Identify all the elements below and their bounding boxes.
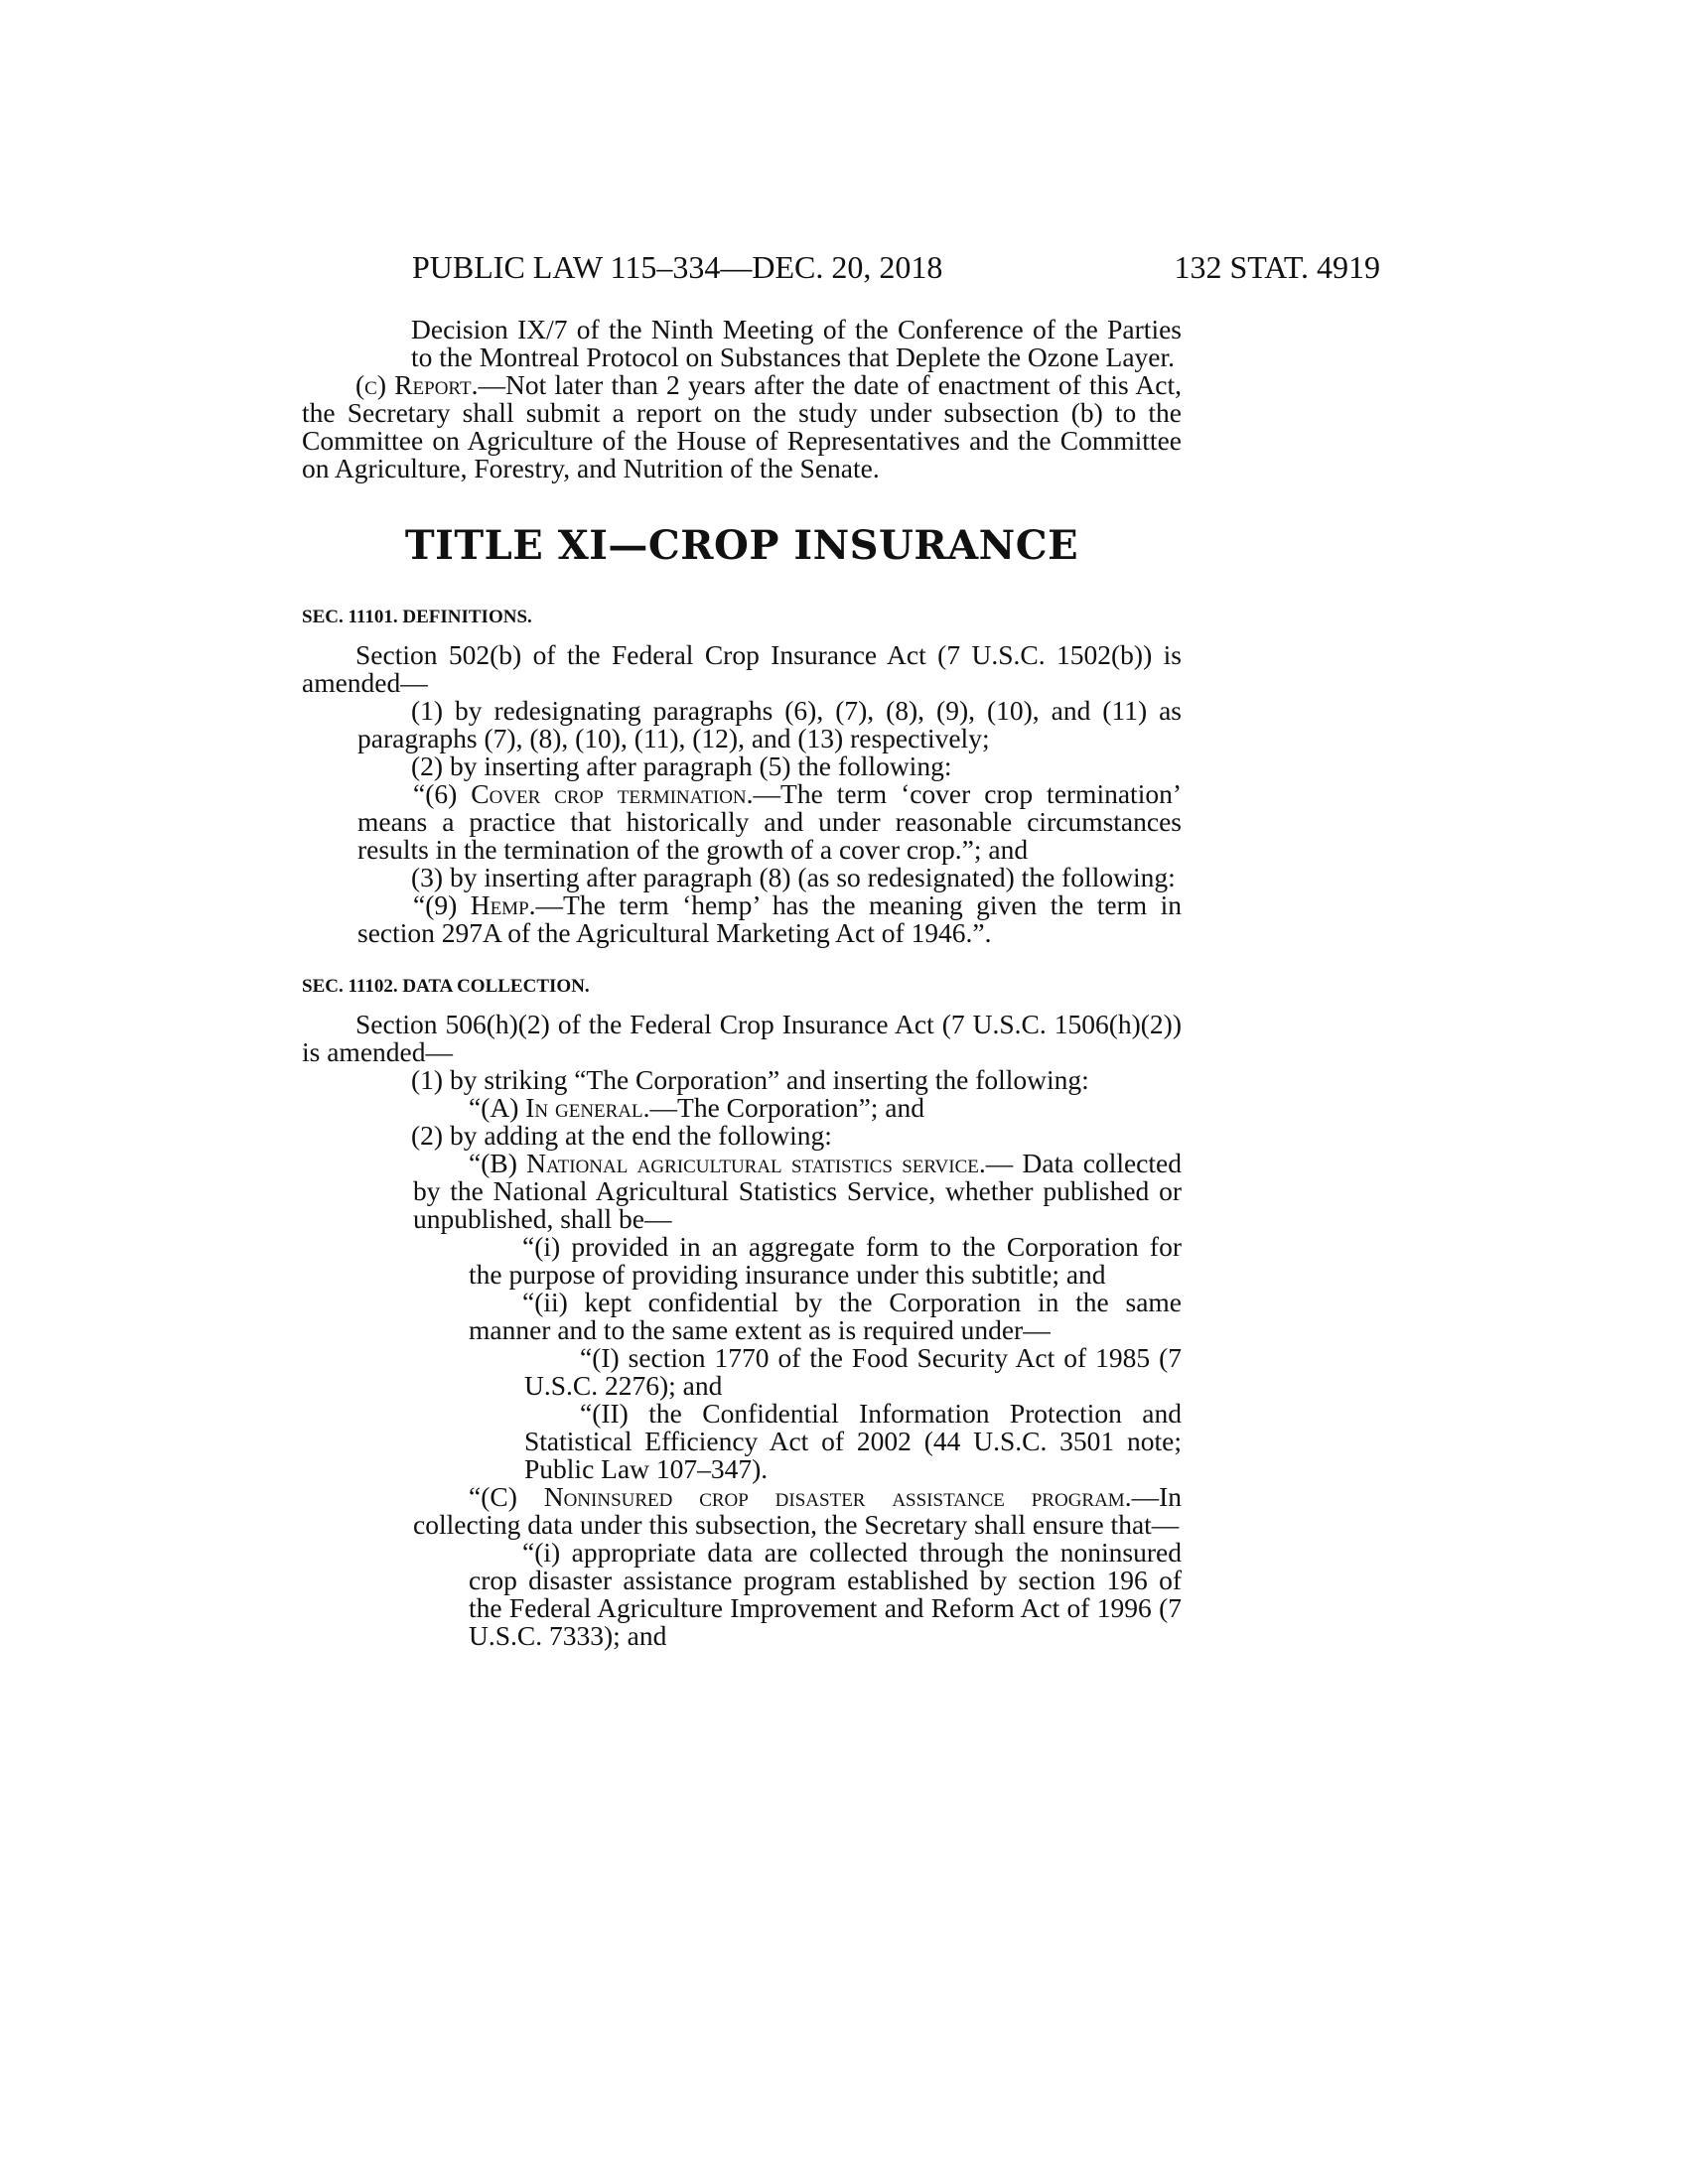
section-heading-11102: SEC. 11102. DATA COLLECTION. (302, 976, 590, 997)
sec1-item-3: (3) by inserting after paragraph (8) (as so redesignated) the following: (411, 862, 1176, 892)
document-body (302, 316, 1182, 1650)
report-text: —Not later than 2 years after the date of enactment of this Act, the Secretary shall submit a report on the study under subsection (b) to the Committee on Agriculture of the House of Representatives and the Committee on Agriculture, Forestry, and Nutrition of the Senate. (302, 369, 1182, 483)
sec2-quote-b-ii: “(ii) kept confidential by the Corporation in the same manner and to the same extent as is required under— (469, 1287, 1182, 1345)
sec1-quote-9-head: “(9) Hemp. (413, 889, 536, 920)
sec1-item-1: (1) by redesignating paragraphs (6), (7), (8), (9), (10), and (11) as paragraphs (7), (8), (10), (11), (12), and (13) respectively; (357, 695, 1182, 753)
sec2-quote-b (302, 1150, 1182, 1233)
paragraph-report (302, 371, 1182, 482)
sec2-quote-c-text: —In collecting data under this subsection, the Secretary shall ensure that— (413, 1481, 1182, 1540)
sec2-quote-a (302, 1094, 1182, 1122)
sec2-quote-b-I: “(I) section 1770 of the Food Security Act of 1985 (7 U.S.C. 2276); and (524, 1342, 1182, 1401)
sec1-intro: Section 502(b) of the Federal Crop Insurance Act (7 U.S.C. 1502(b)) is amended— (302, 639, 1182, 698)
sec1-quote-6-head: “(6) Cover crop termination. (413, 778, 754, 809)
paragraph-decision: Decision IX/7 of the Ninth Meeting of the Conference of the Parties to the Montreal Protocol on Substances that Deplete the Ozone Layer. (411, 314, 1182, 372)
sec2-quote-c (302, 1483, 1182, 1539)
sec2-quote-b-head: “(B) National agricultural statistics service. (469, 1148, 986, 1178)
section-heading-11101: SEC. 11101. DEFINITIONS. (302, 607, 532, 627)
sec1-quote-6-text: —The term ‘cover crop termination’ means a practice that historically and under reasonable circumstances results in the termination of the growth of a cover crop.”; and (357, 778, 1182, 865)
running-head: PUBLIC LAW 115–334—DEC. 20, 2018 (412, 249, 943, 285)
sec2-item-2: (2) by adding at the end the following: (411, 1120, 832, 1151)
sec2-quote-b-text: — Data collected by the National Agricultural Statistics Service, whether published or unpublished, shall be— (413, 1148, 1182, 1234)
sec2-quote-c-head: “(C) Noninsured crop disaster assistance program. (469, 1481, 1132, 1512)
sec1-quote-9 (302, 891, 1182, 947)
sec1-item-2: (2) by inserting after paragraph (5) the following: (411, 751, 952, 781)
sec2-quote-a-head: “(A) In general. (469, 1092, 650, 1123)
sec2-item-1: (1) by striking “The Corporation” and inserting the following: (411, 1064, 1089, 1095)
sec2-quote-a-text: —The Corporation”; and (649, 1092, 924, 1123)
sec1-quote-6 (302, 780, 1182, 864)
sec2-quote-b-II: “(II) the Confidential Information Protection and Statistical Efficiency Act of 2002 (44 U.S.C. 3501 note; Public Law 107–347). (524, 1398, 1182, 1484)
stat-page-number: 132 STAT. 4919 (1174, 249, 1380, 285)
sec2-quote-c-i: “(i) appropriate data are collected through the noninsured crop disaster assistance program established by section 196 of the Federal Agriculture Improvement and Reform Act of 1996 (7 U.S.C. 7333); and (469, 1537, 1182, 1651)
sec2-quote-b-i: “(i) provided in an aggregate form to the Corporation for the purpose of providing insurance under this subtitle; and (469, 1231, 1182, 1290)
report-heading: (c) Report. (355, 369, 479, 400)
sec2-intro: Section 506(h)(2) of the Federal Crop Insurance Act (7 U.S.C. 1506(h)(2)) is amended— (302, 1009, 1182, 1067)
title-heading: TITLE XI—CROP INSURANCE (404, 522, 1079, 569)
sec1-quote-9-text: —The term ‘hemp’ has the meaning given the term in section 297A of the Agricultural Marketing Act of 1946.”. (357, 889, 1182, 948)
